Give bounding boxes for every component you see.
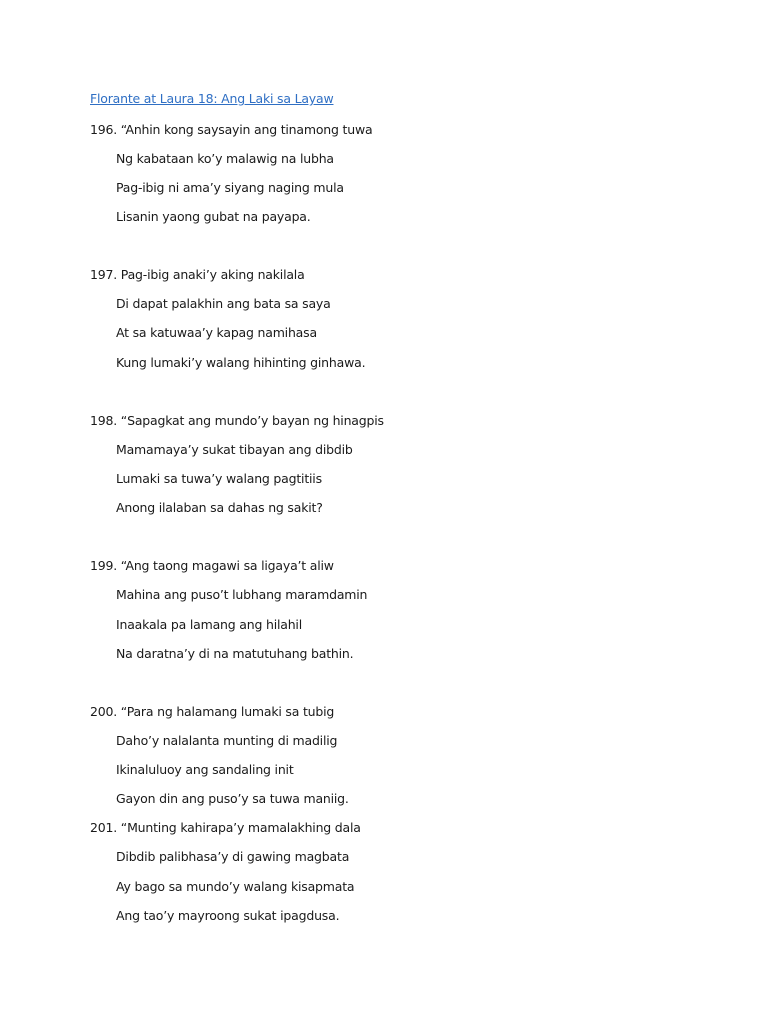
stanza-199-line-4: Na daratna’y di na matutuhang bathin.	[116, 646, 354, 661]
stanza-196-line-4: Lisanin yaong gubat na payapa.	[116, 209, 311, 224]
stanza-196-line-3: Pag-ibig ni ama’y siyang naging mula	[116, 180, 344, 195]
stanza-201-line-3: Ay bago sa mundo’y walang kisapmata	[116, 879, 355, 894]
stanza-200-line-4: Gayon din ang puso’y sa tuwa maniig.	[116, 791, 349, 806]
stanza-197-line-2: Di dapat palakhin ang bata sa saya	[116, 296, 331, 311]
stanza-200-line-2: Daho’y nalalanta munting di madilig	[116, 733, 338, 748]
stanza-199-line-2: Mahina ang puso’t lubhang maramdamin	[116, 587, 368, 602]
stanza-201-line-2: Dibdib palibhasa’y di gawing magbata	[116, 849, 350, 864]
stanza-201-line-4: Ang tao’y mayroong sukat ipagdusa.	[116, 908, 340, 923]
stanza-196-line-1: 196. “Anhin kong saysayin ang tinamong tuwa	[90, 122, 373, 137]
stanza-200-line-3: Ikinaluluoy ang sandaling init	[116, 762, 294, 777]
stanza-198-line-1: 198. “Sapagkat ang mundo’y bayan ng hinagpis	[90, 413, 384, 428]
stanza-197-line-1: 197. Pag-ibig anaki’y aking nakilala	[90, 267, 305, 282]
stanza-199-line-1: 199. “Ang taong magawi sa ligaya’t aliw	[90, 558, 334, 573]
stanza-199-line-3: Inaakala pa lamang ang hilahil	[116, 617, 302, 632]
stanza-197-line-4: Kung lumaki’y walang hihinting ginhawa.	[116, 355, 366, 370]
document-title-link[interactable]: Florante at Laura 18: Ang Laki sa Layaw	[90, 91, 334, 106]
stanza-198-line-2: Mamamaya’y sukat tibayan ang dibdib	[116, 442, 353, 457]
stanza-198-line-4: Anong ilalaban sa dahas ng sakit?	[116, 500, 323, 515]
stanza-197-line-3: At sa katuwaa’y kapag namihasa	[116, 325, 317, 340]
stanza-196-line-2: Ng kabataan ko’y malawig na lubha	[116, 151, 334, 166]
stanza-198-line-3: Lumaki sa tuwa’y walang pagtitiis	[116, 471, 322, 486]
stanza-200-line-1: 200. “Para ng halamang lumaki sa tubig	[90, 704, 335, 719]
stanza-201-line-1: 201. “Munting kahirapa’y mamalakhing dala	[90, 820, 361, 835]
